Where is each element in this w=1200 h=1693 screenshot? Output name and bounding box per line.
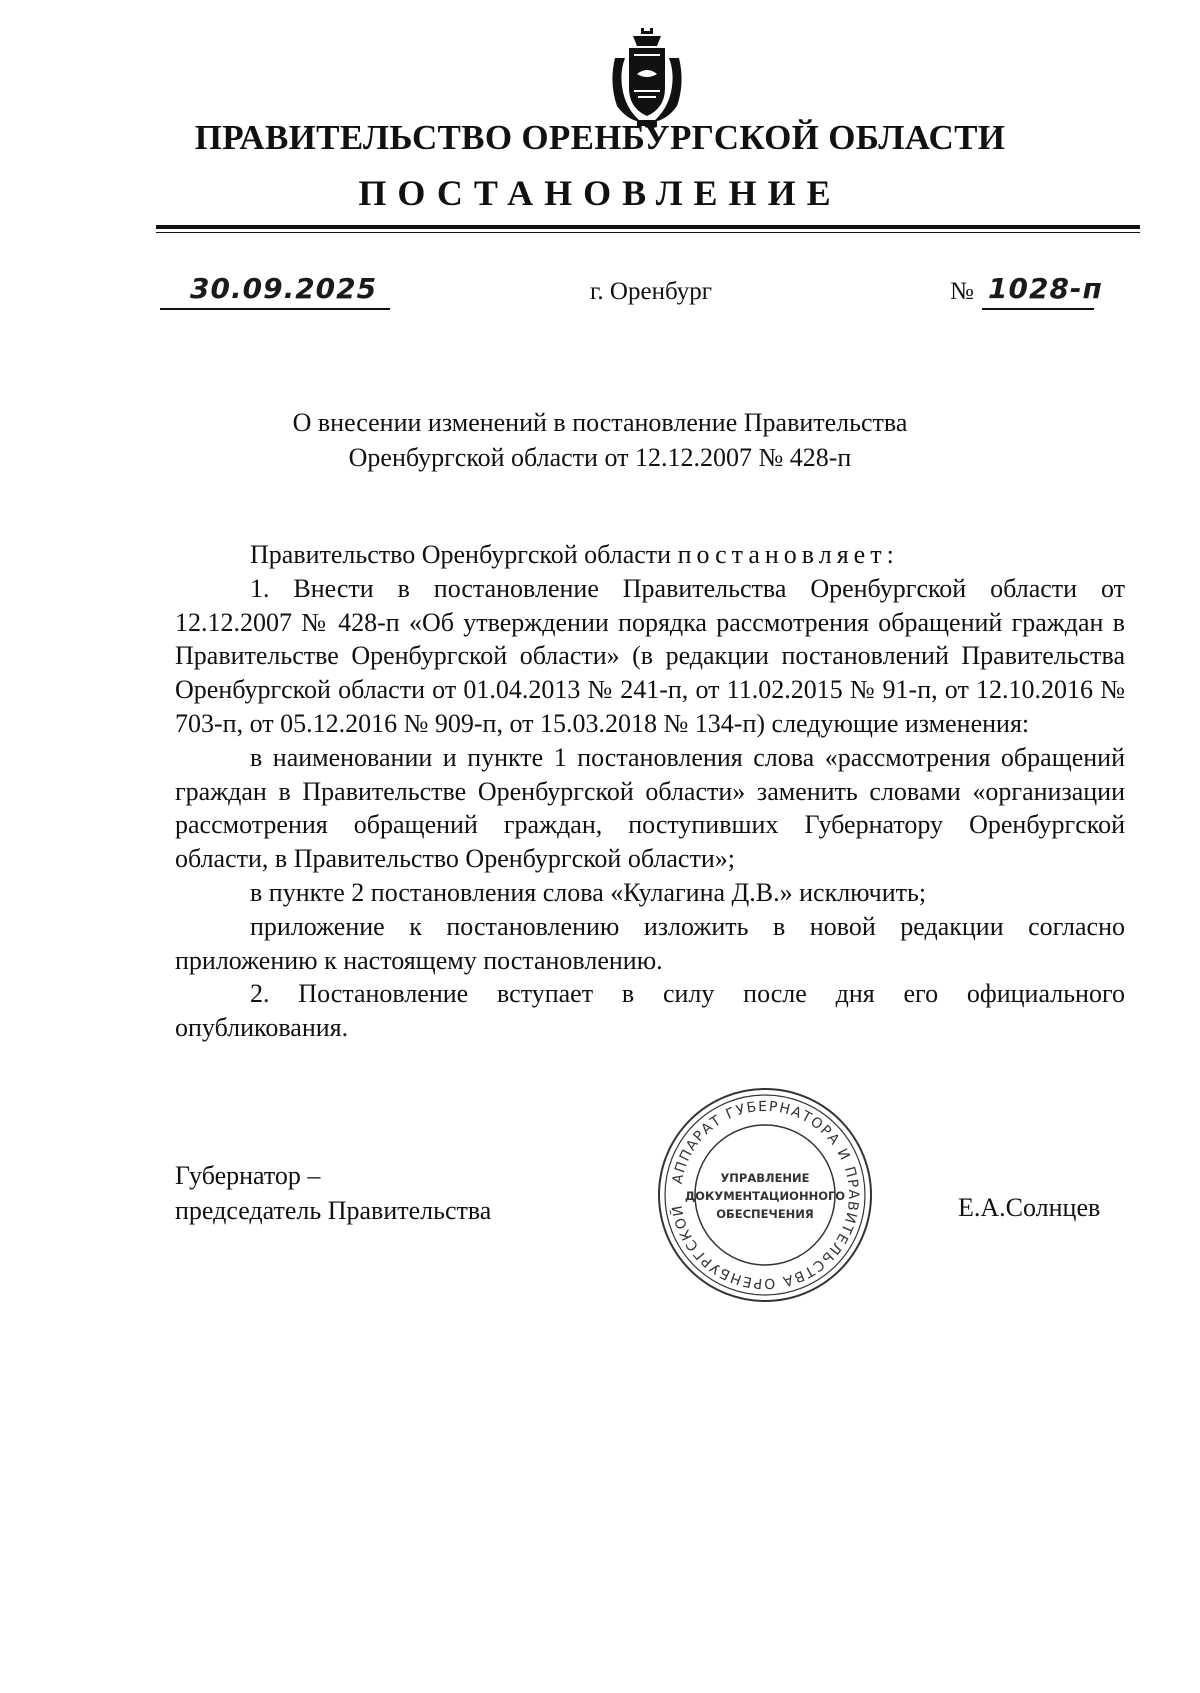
preamble-lead: Правительство Оренбургской области <box>250 540 678 569</box>
document-type-title: ПОСТАНОВЛЕНИЕ <box>358 173 842 213</box>
subject-line: Оренбургской области от 12.12.2007 № 428-п <box>348 443 852 472</box>
coat-of-arms-icon <box>607 28 687 128</box>
paragraph-amendment-name: в наименовании и пункте 1 постановления слова «рассмотрения обращений граждан в Правительстве Оренбургской области» заменить словами «организации рассмотрения обращений граждан, поступивших Губернатору Оренбургской области, в Правительство Оренбургской области»; <box>175 742 1125 874</box>
document-body <box>175 538 1125 1045</box>
number-label: № <box>950 278 974 305</box>
header-divider-thin <box>156 232 1140 233</box>
signatory-name: Е.А.Солнцев <box>958 1193 1101 1222</box>
document-date: 30.09.2025 <box>190 272 378 305</box>
stamp-center-line: ДОКУМЕНТАЦИОННОГО <box>684 1189 846 1203</box>
document-number: 1028-п <box>988 272 1103 305</box>
signatory-title <box>175 1158 491 1228</box>
signatory-title-line: Губернатор – <box>175 1161 321 1190</box>
document-subject <box>0 405 1200 475</box>
government-name: ПРАВИТЕЛЬСТВО ОРЕНБУРГСКОЙ ОБЛАСТИ <box>194 118 1006 157</box>
subject-line: О внесении изменений в постановление Правительства <box>292 408 908 437</box>
stamp-center-line: УПРАВЛЕНИЕ <box>720 1171 810 1185</box>
preamble <box>175 538 1125 572</box>
preamble-verb: постановляет: <box>677 540 899 569</box>
paragraph-amendment-point2: в пункте 2 постановления слова «Кулагина Д.В.» исключить; <box>250 877 927 907</box>
stamp-ring-text: АППАРАТ ГУБЕРНАТОРА И ПРАВИТЕЛЬСТВА ОРЕНБУРГСКОЙ <box>669 1098 862 1292</box>
signatory-title-line: председатель Правительства <box>175 1196 492 1225</box>
document-city: г. Оренбург <box>590 278 712 305</box>
paragraph-amendment-appendix: приложение к постановлению изложить в новой редакции согласно приложению к настоящему постановлению. <box>175 911 1125 975</box>
paragraph-item-2: 2. Постановление вступает в силу после дня его официального опубликования. <box>175 979 1125 1043</box>
header-divider-thick <box>156 225 1140 229</box>
stamp-center-line: ОБЕСПЕЧЕНИЯ <box>716 1207 814 1221</box>
official-stamp <box>655 1085 875 1305</box>
paragraph-item-1: 1. Внести в постановление Правительства Оренбургской области от 12.12.2007 № 428-п «Об утверждении порядка рассмотрения обращений граждан в Правительстве Оренбургской области» (в редакции постановлений Правительства Оренбургской области от 01.04.2013 № 241-п, от 11.02.2015 № 91-п, от 12.10.2016 № 703-п, от 05.12.2016 № 909-п, от 15.03.2018 № 134-п) следующие изменения: <box>175 573 1125 738</box>
